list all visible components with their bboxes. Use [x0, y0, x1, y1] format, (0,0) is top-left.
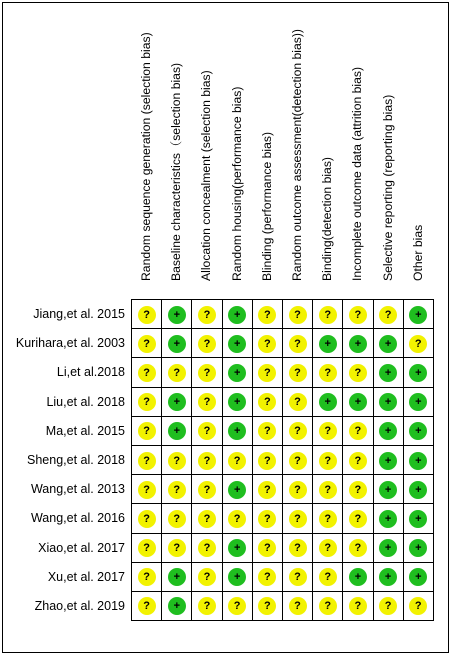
low-risk-dot: +	[409, 481, 427, 499]
unclear-risk-dot: ?	[289, 539, 307, 557]
table-row	[132, 358, 434, 387]
rating-cell	[132, 445, 162, 474]
rating-cell	[343, 475, 373, 504]
rating-cell	[222, 329, 252, 358]
column-header	[190, 40, 222, 295]
unclear-risk-dot: ?	[319, 306, 337, 324]
low-risk-dot: +	[349, 568, 367, 586]
unclear-risk-dot: ?	[319, 568, 337, 586]
unclear-risk-dot: ?	[409, 335, 427, 353]
rating-cell	[222, 591, 252, 620]
column-header	[402, 40, 434, 295]
unclear-risk-dot: ?	[258, 452, 276, 470]
unclear-risk-dot: ?	[138, 568, 156, 586]
rating-cell	[192, 475, 222, 504]
rating-cell	[162, 533, 192, 562]
rating-cell	[132, 562, 162, 591]
unclear-risk-dot: ?	[198, 510, 216, 528]
unclear-risk-dot: ?	[409, 597, 427, 615]
rating-cell	[313, 387, 343, 416]
rating-cell	[252, 562, 282, 591]
study-label: Wang,et al. 2013	[30, 482, 125, 497]
unclear-risk-dot: ?	[258, 597, 276, 615]
unclear-risk-dot: ?	[258, 422, 276, 440]
unclear-risk-dot: ?	[289, 510, 307, 528]
table-row	[132, 329, 434, 358]
study-label: Wang,et al. 2016	[30, 511, 125, 526]
rating-cell	[313, 329, 343, 358]
rating-cell	[343, 533, 373, 562]
rating-cell	[222, 533, 252, 562]
rating-cell	[252, 591, 282, 620]
rating-cell	[222, 562, 252, 591]
rating-cell	[403, 504, 433, 533]
rating-cell	[222, 504, 252, 533]
column-header-label: Other bias	[410, 224, 425, 281]
low-risk-dot: +	[168, 306, 186, 324]
rating-cell	[162, 358, 192, 387]
low-risk-dot: +	[379, 335, 397, 353]
low-risk-dot: +	[409, 393, 427, 411]
rating-cell	[282, 533, 312, 562]
unclear-risk-dot: ?	[168, 510, 186, 528]
low-risk-dot: +	[379, 422, 397, 440]
rating-cell	[343, 329, 373, 358]
table-row	[132, 416, 434, 445]
rating-cell	[282, 329, 312, 358]
rating-cell	[132, 533, 162, 562]
rating-cell	[403, 387, 433, 416]
rating-cell	[192, 533, 222, 562]
column-header	[341, 40, 373, 295]
unclear-risk-dot: ?	[258, 364, 276, 382]
rating-cell	[313, 533, 343, 562]
column-header	[281, 29, 313, 295]
rating-cell	[282, 445, 312, 474]
rating-cell	[162, 329, 192, 358]
table-row	[132, 300, 434, 329]
rating-cell	[313, 358, 343, 387]
rating-cell	[192, 562, 222, 591]
rating-cell	[192, 416, 222, 445]
unclear-risk-dot: ?	[258, 335, 276, 353]
rating-cell	[373, 445, 403, 474]
unclear-risk-dot: ?	[319, 364, 337, 382]
low-risk-dot: +	[228, 306, 246, 324]
rating-cell	[252, 504, 282, 533]
rating-cell	[403, 475, 433, 504]
rating-cell	[192, 358, 222, 387]
rating-cell	[222, 358, 252, 387]
column-header-label: Selective reporting (reporting bias)	[380, 94, 395, 281]
low-risk-dot: +	[168, 597, 186, 615]
low-risk-dot: +	[379, 452, 397, 470]
unclear-risk-dot: ?	[379, 306, 397, 324]
rating-cell	[343, 387, 373, 416]
rating-cell	[373, 329, 403, 358]
rating-cell	[373, 416, 403, 445]
unclear-risk-dot: ?	[319, 422, 337, 440]
column-header-label: Blinding (performance bias)	[259, 131, 274, 281]
unclear-risk-dot: ?	[289, 306, 307, 324]
rating-cell	[343, 591, 373, 620]
table-row	[132, 445, 434, 474]
unclear-risk-dot: ?	[349, 422, 367, 440]
study-label: Li,et al.2018	[56, 365, 125, 380]
rating-cell	[132, 387, 162, 416]
column-header-label: Allocation concealment (selection bias)	[199, 70, 214, 281]
column-header	[251, 40, 283, 295]
column-header	[311, 40, 343, 295]
rating-cell	[162, 416, 192, 445]
rating-cell	[343, 504, 373, 533]
unclear-risk-dot: ?	[138, 335, 156, 353]
unclear-risk-dot: ?	[138, 481, 156, 499]
study-label: Zhao,et al. 2019	[34, 599, 125, 613]
unclear-risk-dot: ?	[289, 452, 307, 470]
unclear-risk-dot: ?	[349, 597, 367, 615]
unclear-risk-dot: ?	[289, 393, 307, 411]
rating-cell	[403, 533, 433, 562]
rating-cell	[132, 504, 162, 533]
rating-cell	[373, 387, 403, 416]
unclear-risk-dot: ?	[138, 452, 156, 470]
low-risk-dot: +	[228, 481, 246, 499]
rating-cell	[192, 504, 222, 533]
column-header	[160, 40, 192, 295]
rating-cell	[222, 445, 252, 474]
unclear-risk-dot: ?	[138, 510, 156, 528]
unclear-risk-dot: ?	[228, 597, 246, 615]
rating-cell	[252, 475, 282, 504]
rating-cell	[282, 475, 312, 504]
rating-cell	[282, 504, 312, 533]
unclear-risk-dot: ?	[228, 510, 246, 528]
unclear-risk-dot: ?	[168, 364, 186, 382]
low-risk-dot: +	[409, 568, 427, 586]
low-risk-dot: +	[319, 335, 337, 353]
rating-cell	[403, 562, 433, 591]
unclear-risk-dot: ?	[258, 481, 276, 499]
unclear-risk-dot: ?	[349, 481, 367, 499]
table-row	[132, 591, 434, 620]
rating-cell	[192, 445, 222, 474]
low-risk-dot: +	[349, 335, 367, 353]
rating-cell	[373, 475, 403, 504]
unclear-risk-dot: ?	[319, 539, 337, 557]
unclear-risk-dot: ?	[168, 452, 186, 470]
low-risk-dot: +	[409, 306, 427, 324]
unclear-risk-dot: ?	[349, 452, 367, 470]
unclear-risk-dot: ?	[349, 364, 367, 382]
low-risk-dot: +	[168, 335, 186, 353]
unclear-risk-dot: ?	[198, 306, 216, 324]
rating-cell	[282, 358, 312, 387]
rating-cell	[282, 591, 312, 620]
column-header-label: Random outcome assessment(detection bias))	[290, 29, 304, 281]
rating-cell	[313, 475, 343, 504]
unclear-risk-dot: ?	[198, 393, 216, 411]
unclear-risk-dot: ?	[319, 597, 337, 615]
rating-cell	[132, 358, 162, 387]
rating-cell	[282, 387, 312, 416]
rating-cell	[343, 358, 373, 387]
rating-cell	[162, 387, 192, 416]
low-risk-dot: +	[409, 452, 427, 470]
low-risk-dot: +	[379, 364, 397, 382]
low-risk-dot: +	[168, 422, 186, 440]
rating-cell	[192, 387, 222, 416]
unclear-risk-dot: ?	[138, 597, 156, 615]
rating-cell	[373, 591, 403, 620]
rating-cell	[343, 445, 373, 474]
low-risk-dot: +	[168, 393, 186, 411]
table-row	[132, 562, 434, 591]
low-risk-dot: +	[228, 393, 246, 411]
unclear-risk-dot: ?	[289, 597, 307, 615]
unclear-risk-dot: ?	[228, 452, 246, 470]
column-header-label: Baseline characteristics（selection bias)	[169, 62, 184, 281]
rating-cell	[132, 329, 162, 358]
unclear-risk-dot: ?	[289, 335, 307, 353]
unclear-risk-dot: ?	[258, 510, 276, 528]
low-risk-dot: +	[379, 510, 397, 528]
low-risk-dot: +	[379, 568, 397, 586]
rating-cell	[282, 300, 312, 329]
low-risk-dot: +	[349, 393, 367, 411]
unclear-risk-dot: ?	[379, 597, 397, 615]
rating-cell	[373, 300, 403, 329]
unclear-risk-dot: ?	[198, 568, 216, 586]
rating-cell	[132, 591, 162, 620]
rating-cell	[373, 358, 403, 387]
unclear-risk-dot: ?	[319, 510, 337, 528]
rating-cell	[403, 358, 433, 387]
low-risk-dot: +	[379, 393, 397, 411]
rating-cell	[313, 416, 343, 445]
rating-cell	[343, 562, 373, 591]
rating-cell	[252, 416, 282, 445]
unclear-risk-dot: ?	[289, 364, 307, 382]
unclear-risk-dot: ?	[198, 481, 216, 499]
unclear-risk-dot: ?	[198, 364, 216, 382]
rating-cell	[252, 387, 282, 416]
column-header-label: Binding(detection bias)	[320, 157, 335, 281]
rating-cell	[403, 591, 433, 620]
unclear-risk-dot: ?	[349, 539, 367, 557]
rating-cell	[132, 300, 162, 329]
unclear-risk-dot: ?	[289, 568, 307, 586]
rating-cell	[192, 329, 222, 358]
unclear-risk-dot: ?	[258, 539, 276, 557]
unclear-risk-dot: ?	[198, 452, 216, 470]
rating-cell	[222, 416, 252, 445]
low-risk-dot: +	[228, 539, 246, 557]
rating-cell	[222, 475, 252, 504]
rating-cell	[373, 533, 403, 562]
study-label: Xiao,et al. 2017	[38, 540, 125, 555]
study-label: Jiang,et al. 2015	[33, 307, 125, 321]
rating-cell	[132, 416, 162, 445]
unclear-risk-dot: ?	[349, 510, 367, 528]
unclear-risk-dot: ?	[168, 481, 186, 499]
rating-cell	[313, 300, 343, 329]
rating-cell	[162, 562, 192, 591]
rating-cell	[162, 300, 192, 329]
rating-cell	[403, 416, 433, 445]
study-label: Liu,et al. 2018	[46, 394, 125, 409]
low-risk-dot: +	[319, 393, 337, 411]
risk-of-bias-grid	[131, 299, 434, 621]
rating-cell	[403, 329, 433, 358]
low-risk-dot: +	[409, 510, 427, 528]
rating-cell	[373, 562, 403, 591]
table-row	[132, 387, 434, 416]
low-risk-dot: +	[379, 539, 397, 557]
unclear-risk-dot: ?	[138, 539, 156, 557]
rating-cell	[132, 475, 162, 504]
unclear-risk-dot: ?	[138, 422, 156, 440]
low-risk-dot: +	[228, 364, 246, 382]
unclear-risk-dot: ?	[138, 306, 156, 324]
rating-cell	[373, 504, 403, 533]
low-risk-dot: +	[228, 422, 246, 440]
table-row	[132, 504, 434, 533]
rating-cell	[282, 562, 312, 591]
rating-cell	[222, 387, 252, 416]
column-header	[372, 40, 404, 295]
unclear-risk-dot: ?	[319, 452, 337, 470]
table-row	[132, 475, 434, 504]
unclear-risk-dot: ?	[319, 481, 337, 499]
table-row	[132, 533, 434, 562]
rating-cell	[192, 591, 222, 620]
rating-cell	[252, 329, 282, 358]
unclear-risk-dot: ?	[198, 597, 216, 615]
study-label: Kurihara,et al. 2003	[15, 336, 125, 351]
unclear-risk-dot: ?	[258, 393, 276, 411]
unclear-risk-dot: ?	[168, 539, 186, 557]
rating-cell	[162, 445, 192, 474]
rating-cell	[403, 445, 433, 474]
study-label: Ma,et al. 2015	[45, 423, 125, 438]
low-risk-dot: +	[379, 481, 397, 499]
rating-cell	[343, 416, 373, 445]
rating-cell	[162, 475, 192, 504]
low-risk-dot: +	[228, 568, 246, 586]
unclear-risk-dot: ?	[198, 539, 216, 557]
low-risk-dot: +	[409, 422, 427, 440]
low-risk-dot: +	[409, 539, 427, 557]
unclear-risk-dot: ?	[138, 393, 156, 411]
unclear-risk-dot: ?	[198, 422, 216, 440]
low-risk-dot: +	[228, 335, 246, 353]
low-risk-dot: +	[168, 568, 186, 586]
rating-cell	[162, 591, 192, 620]
unclear-risk-dot: ?	[258, 568, 276, 586]
unclear-risk-dot: ?	[289, 481, 307, 499]
rating-cell	[343, 300, 373, 329]
column-header-label: Random sequence generation (selection bias)	[139, 32, 153, 281]
rating-cell	[282, 416, 312, 445]
rating-cell	[313, 591, 343, 620]
rating-cell	[313, 562, 343, 591]
unclear-risk-dot: ?	[138, 364, 156, 382]
study-label: Xu,et al. 2017	[47, 569, 125, 584]
column-header	[221, 40, 253, 295]
column-header	[130, 32, 162, 295]
unclear-risk-dot: ?	[289, 422, 307, 440]
unclear-risk-dot: ?	[198, 335, 216, 353]
unclear-risk-dot: ?	[258, 306, 276, 324]
column-header-label: Random housing(performance bias)	[229, 86, 244, 281]
rating-cell	[252, 445, 282, 474]
rating-cell	[252, 533, 282, 562]
rating-cell	[313, 445, 343, 474]
low-risk-dot: +	[409, 364, 427, 382]
rating-cell	[252, 300, 282, 329]
rating-cell	[162, 504, 192, 533]
rating-cell	[252, 358, 282, 387]
unclear-risk-dot: ?	[349, 306, 367, 324]
rating-cell	[313, 504, 343, 533]
rating-cell	[192, 300, 222, 329]
rating-cell	[403, 300, 433, 329]
study-label: Sheng,et al. 2018	[27, 453, 125, 467]
column-header-label: Incomplete outcome data (attrition bias)	[350, 66, 365, 281]
rating-cell	[222, 300, 252, 329]
